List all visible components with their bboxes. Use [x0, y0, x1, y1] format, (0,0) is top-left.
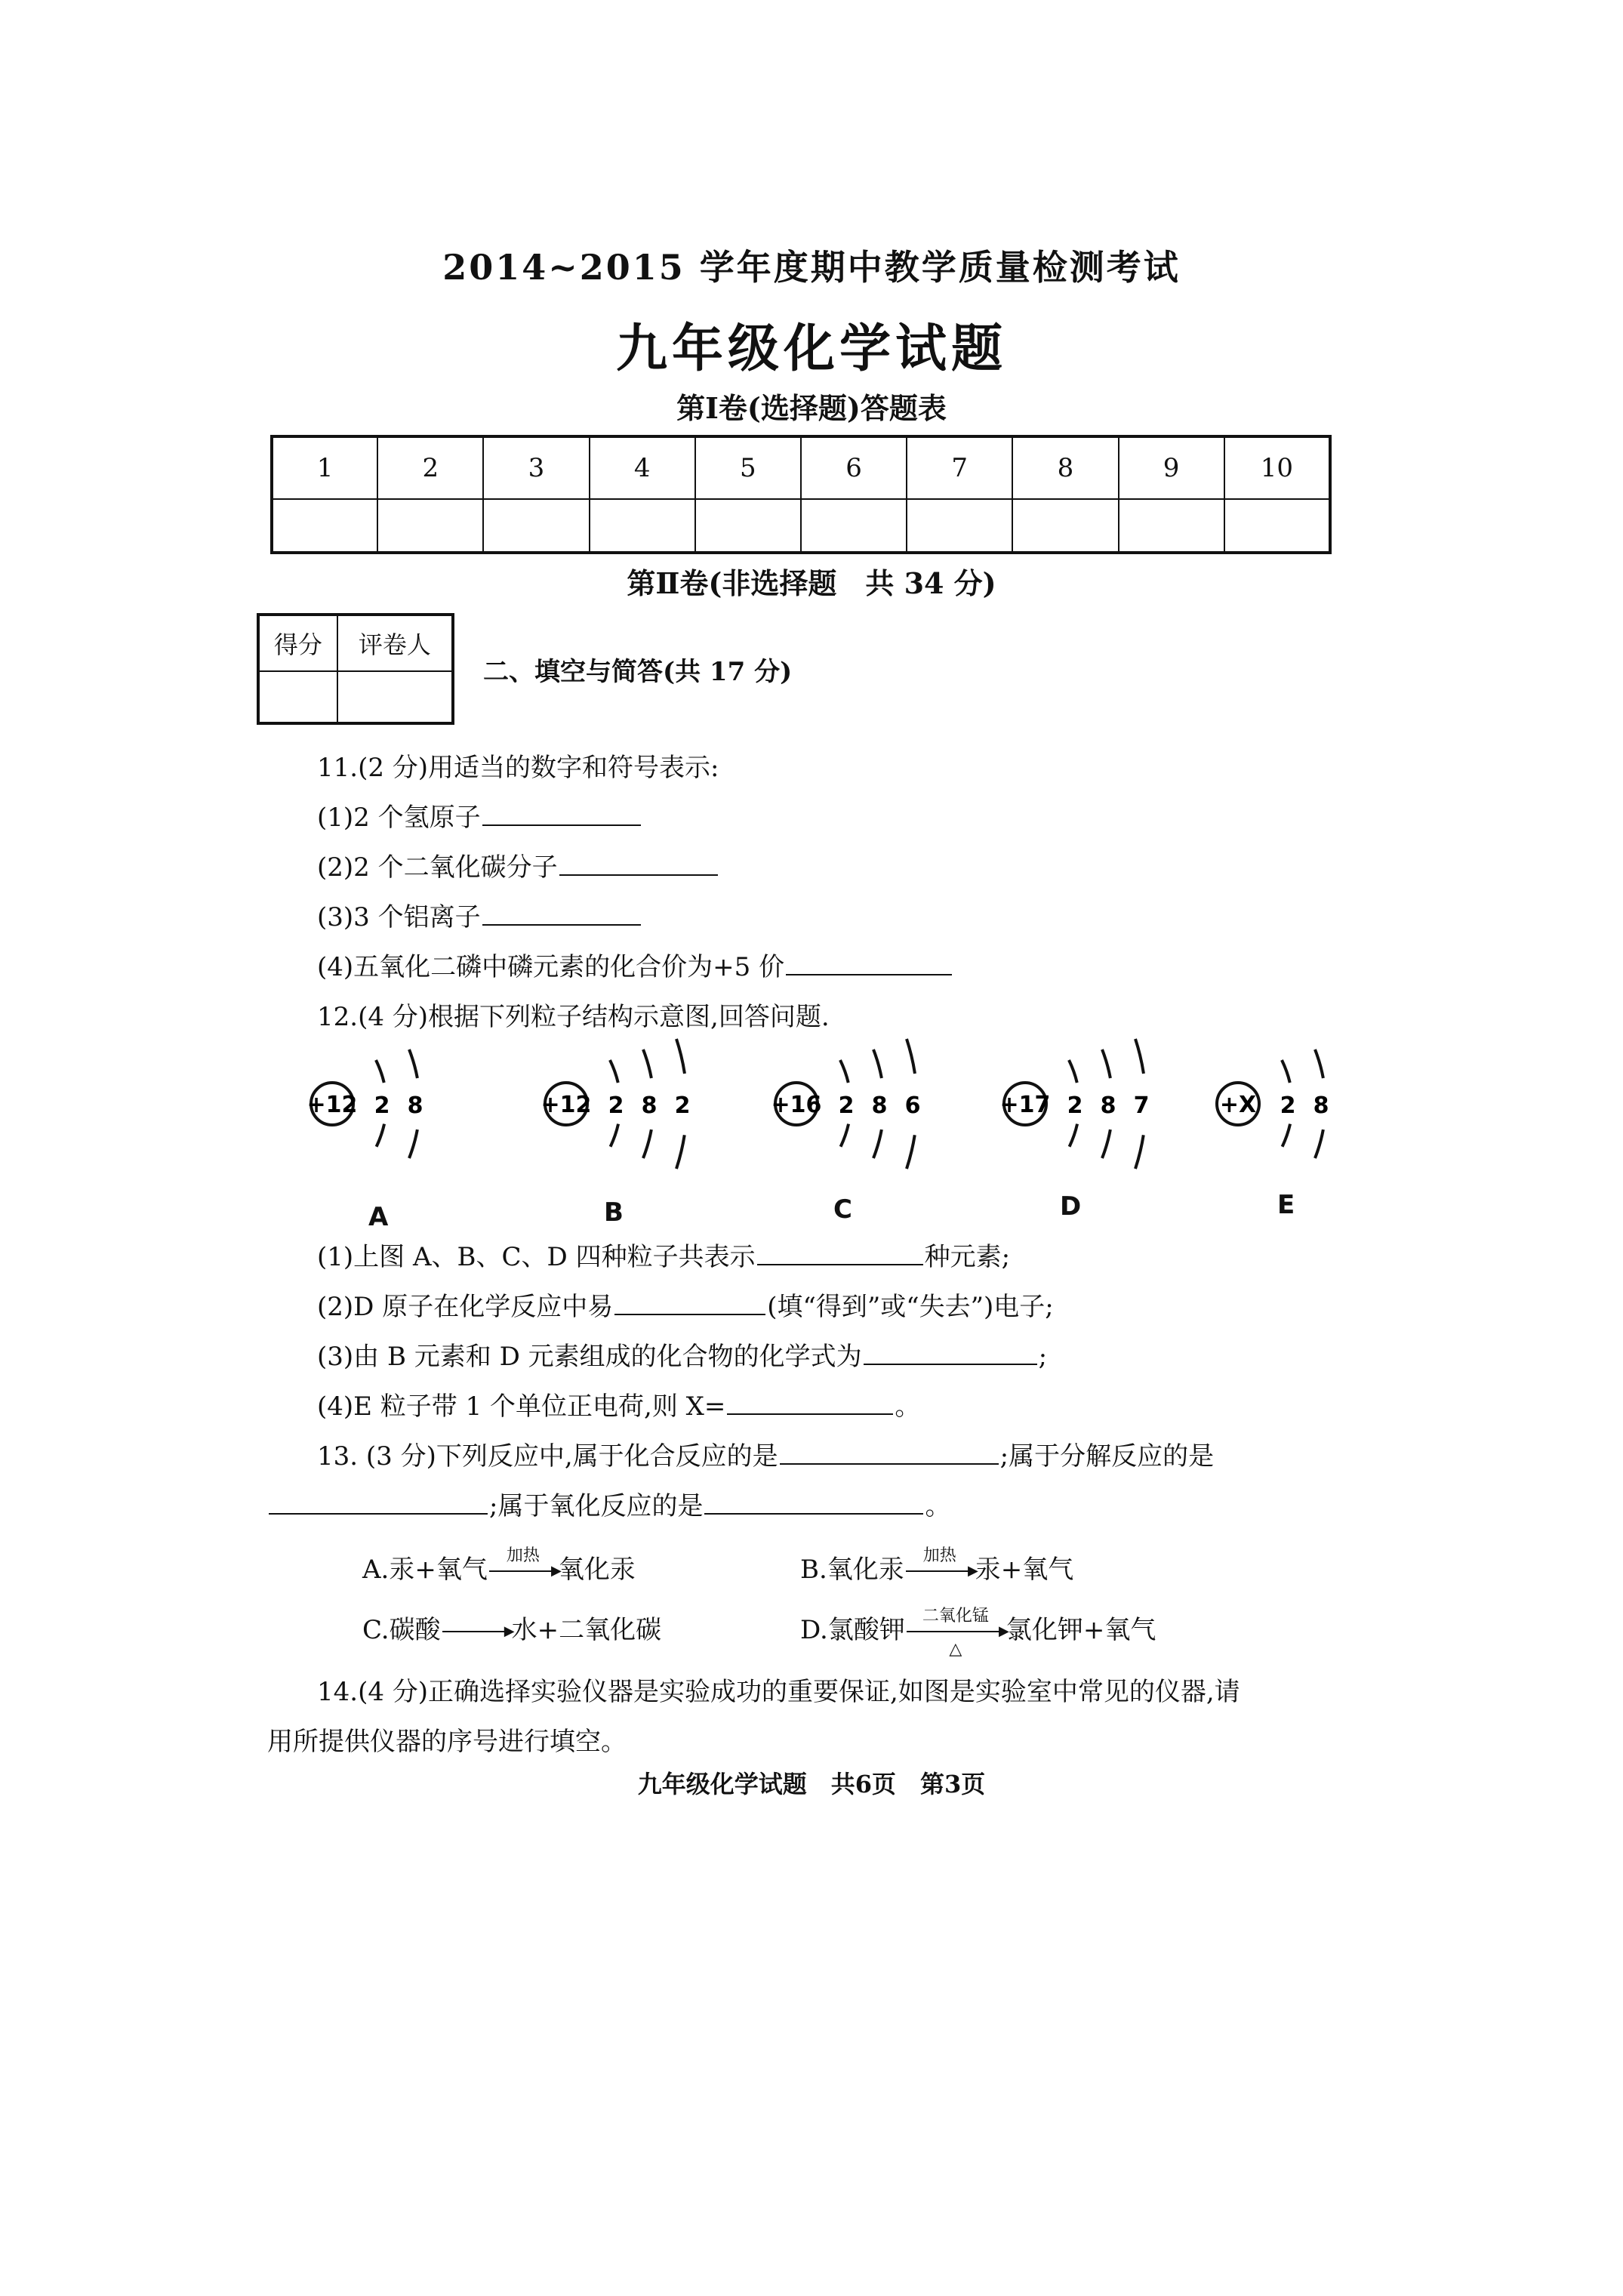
answer-number-3: 3 [483, 436, 589, 499]
answer-number-1: 1 [272, 436, 377, 499]
answer-number-4: 4 [590, 436, 695, 499]
answer-number-8: 8 [1012, 436, 1118, 499]
q12-sub1: (1)上图 A、B、C、D 四种粒子共表示 种元素; [317, 1242, 1011, 1272]
particle-diagram-svg [302, 1036, 1359, 1172]
score-box [257, 613, 454, 725]
answer-cell-4[interactable] [590, 499, 695, 553]
shell-electron-count: 2 [674, 1093, 691, 1119]
particle-a [307, 1049, 423, 1158]
answer-cell-3[interactable] [483, 499, 589, 553]
shell-electron-count: 2 [1067, 1093, 1083, 1119]
q12-blank-4[interactable] [727, 1410, 893, 1415]
answer-cell-1[interactable] [272, 499, 377, 553]
exam-title: 2014~2015 学年度期中教学质量检测考试 [442, 247, 1181, 288]
score-cell[interactable] [258, 671, 337, 723]
reaction-a: A.汞+氧气 加热 ▶ 氧化汞 [362, 1546, 636, 1585]
q13-stem-line2: ;属于氧化反应的是 。 [267, 1493, 950, 1519]
reaction-c: C.碳酸 ▶ 水+二氧化碳 [362, 1615, 662, 1645]
nucleus-charge: +16 [771, 1092, 822, 1118]
answer-number-9: 9 [1119, 436, 1224, 499]
reaction-b: B.氧化汞 加热 ▶ 汞+氧气 [800, 1546, 1074, 1585]
answer-cell-8[interactable] [1012, 499, 1118, 553]
answer-cell-7[interactable] [907, 499, 1012, 553]
shell-electron-count: 2 [374, 1093, 390, 1119]
part2-title: 第Ⅱ卷(非选择题 共 34 分) [627, 566, 996, 600]
nucleus-charge: +12 [306, 1092, 358, 1118]
subject-title: 九年级化学试题 [615, 319, 1007, 379]
section-title: 二、填空与简答(共 17 分) [483, 657, 793, 687]
particle-b [541, 1039, 691, 1169]
q12-blank-2[interactable] [614, 1311, 765, 1315]
q11-item-2: (2)2 个二氧化碳分子 [317, 855, 719, 880]
grader-cell[interactable] [337, 671, 453, 723]
answer-number-6: 6 [801, 436, 907, 499]
q12-blank-1[interactable] [757, 1261, 923, 1265]
particle-label-b: B [604, 1197, 624, 1228]
shell-electron-count: 8 [641, 1093, 658, 1119]
shell-electron-count: 7 [1133, 1093, 1150, 1119]
answer-number-5: 5 [695, 436, 801, 499]
q11-item-4: (4)五氧化二磷中磷元素的化合价为+5 价 [317, 954, 953, 980]
answer-table [270, 435, 1332, 554]
score-label: 得分 [258, 615, 337, 671]
q13-blank-oxidation[interactable] [704, 1510, 923, 1515]
q12-sub2: (2)D 原子在化学反应中易 (填“得到”或“失去”)电子; [317, 1292, 1054, 1322]
shell-electron-count: 2 [608, 1093, 624, 1119]
nucleus-charge: +12 [540, 1092, 592, 1118]
shell-electron-count: 6 [904, 1093, 921, 1119]
q14-line2: 用所提供仪器的序号进行填空。 [267, 1727, 627, 1757]
answer-cell-6[interactable] [801, 499, 907, 553]
answer-cell-9[interactable] [1119, 499, 1224, 553]
q12-sub4: (4)E 粒子带 1 个单位正电荷,则 X= 。 [317, 1391, 921, 1422]
q13-blank-combination[interactable] [780, 1460, 999, 1465]
shell-electron-count: 8 [1100, 1093, 1116, 1119]
nucleus-charge: +X [1219, 1092, 1257, 1118]
q11-blank-1[interactable] [482, 821, 641, 826]
shell-electron-count: 8 [407, 1093, 423, 1119]
q11-item-3: (3)3 个铝离子 [317, 905, 642, 930]
answer-cell-5[interactable] [695, 499, 801, 553]
q12-sub3: (3)由 B 元素和 D 元素组成的化合物的化学式为 ; [317, 1342, 1048, 1372]
q11-blank-3[interactable] [482, 921, 641, 926]
particle-label-c: C [833, 1194, 852, 1225]
particle-c [771, 1039, 921, 1169]
q11-blank-4[interactable] [786, 971, 952, 975]
shell-electron-count: 8 [1313, 1093, 1329, 1119]
particle-label-a: A [368, 1202, 389, 1232]
q11-stem: 11.(2 分)用适当的数字和符号表示: [317, 753, 719, 783]
q11-item-1: (1)2 个氢原子 [317, 805, 642, 831]
q11-blank-2[interactable] [559, 871, 718, 876]
page-footer: 九年级化学试题 共6页 第3页 [637, 1770, 986, 1798]
shell-electron-count: 8 [871, 1093, 888, 1119]
nucleus-charge: +17 [999, 1092, 1051, 1118]
answer-cell-10[interactable] [1224, 499, 1330, 553]
particle-label-e: E [1277, 1190, 1295, 1220]
q14-line1: 14.(4 分)正确选择实验仪器是实验成功的重要保证,如图是实验室中常见的仪器,请 [317, 1677, 1240, 1707]
answer-cell-2[interactable] [377, 499, 483, 553]
particle-label-d: D [1060, 1191, 1082, 1222]
part1-title: 第Ⅰ卷(选择题)答题表 [676, 391, 947, 425]
q12-stem: 12.(4 分)根据下列粒子结构示意图,回答问题. [317, 1002, 830, 1032]
answer-number-7: 7 [907, 436, 1012, 499]
answer-number-2: 2 [377, 436, 483, 499]
grader-label: 评卷人 [337, 615, 453, 671]
q13-stem-line1: 13. (3 分)下列反应中,属于化合反应的是 ;属于分解反应的是 [317, 1441, 1215, 1472]
answer-number-10: 10 [1224, 436, 1330, 499]
particle-d [1000, 1039, 1150, 1169]
q13-blank-decomposition[interactable] [269, 1510, 488, 1515]
particle-structure-diagrams [302, 1036, 1359, 1232]
q12-blank-3[interactable] [864, 1361, 1037, 1365]
shell-electron-count: 2 [838, 1093, 855, 1119]
shell-electron-count: 2 [1280, 1093, 1296, 1119]
reaction-d: D.氯酸钾 二氧化锰 ▶ △ 氯化钾+氧气 [800, 1607, 1156, 1659]
particle-e [1217, 1049, 1329, 1158]
